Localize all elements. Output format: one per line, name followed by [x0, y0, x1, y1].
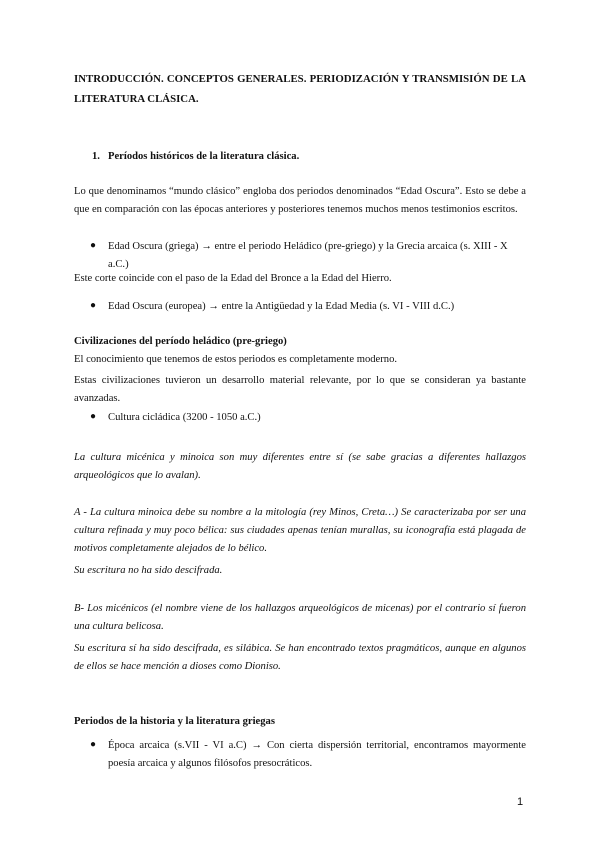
italic-cultura-minoica: A - La cultura minoica debe su nombre a la mitología (rey Minos, Creta…) Se caracterizaba por ser una cultura refinada y muy poco bélica: sus ciudades apenas tenían murallas, su iconografía está plagada de motivos completamente alejados de lo bélico.: [74, 507, 526, 554]
page-number: 1: [517, 796, 524, 808]
section-heading: Períodos históricos de la literatura clásica.: [108, 151, 300, 162]
italic-escritura-micenica: Su escritura sí ha sido descifrada, es silábica. Se han encontrado textos pragmáticos, aunque en algunos de ellos se hace mención a dioses como Dioniso.: [74, 643, 526, 672]
subheading-civilizaciones: Civilizaciones del período heládico (pre-griego): [74, 336, 287, 347]
bullet-edad-oscura-griega: Edad Oscura (griega) → entre el periodo Heládico (pre-griego) y la Grecia arcaica (s. XIII - X a.C.): [108, 241, 508, 270]
subheading-periodos: Periodos de la historia y la literatura griegas: [74, 716, 275, 727]
bullet-marker: ●: [90, 411, 97, 422]
italic-micenica-minoica: La cultura micénica y minoica son muy diferentes entre sí (se sabe gracias a diferentes hallazgos arqueológicos que lo avalan).: [74, 452, 526, 481]
bullet-marker: ●: [90, 739, 97, 750]
italic-micenicos: B- Los micénicos (el nombre viene de los hallazgos arqueológicos de micenas) por el contrario sí fueron una cultura belicosa.: [74, 603, 526, 632]
section-number: 1.: [92, 151, 100, 162]
bullet-cultura-cicladica: Cultura cicládica (3200 - 1050 a.C.): [108, 412, 261, 423]
intro-paragraph: Lo que denominamos “mundo clásico” engloba dos periodos denominados “Edad Oscura”. Esto se debe a que en comparación con las épocas anteriores y posteriores tenemos muchos menos testimonios escritos.: [74, 186, 526, 215]
bullet-marker: ●: [90, 240, 97, 251]
paragraph-conocimiento: El conocimiento que tenemos de estos periodos es completamente moderno.: [74, 354, 398, 365]
bullet-marker: ●: [90, 300, 97, 311]
bullet-epoca-arcaica: Época arcaica (s.VII - VI a.C) → Con cierta dispersión territorial, encontramos mayormente poesía arcaica y algunos filósofos presocráticos.: [108, 740, 526, 769]
italic-escritura-minoica: Su escritura no ha sido descifrada.: [74, 565, 223, 576]
bronze-iron-note: Este corte coincide con el paso de la Edad del Bronce a la Edad del Hierro.: [74, 273, 392, 284]
bullet-edad-oscura-europea: Edad Oscura (europea) → entre la Antigüedad y la Edad Media (s. VI - VIII d.C.): [108, 301, 455, 312]
document-title: INTRODUCCIÓN. CONCEPTOS GENERALES. PERIODIZACIÓN Y TRANSMISIÓN DE LA LITERATURA CLÁSICA.: [74, 73, 526, 105]
paragraph-civilizaciones: Estas civilizaciones tuvieron un desarrollo material relevante, por lo que se consideran ya bastante avanzadas.: [74, 375, 526, 404]
